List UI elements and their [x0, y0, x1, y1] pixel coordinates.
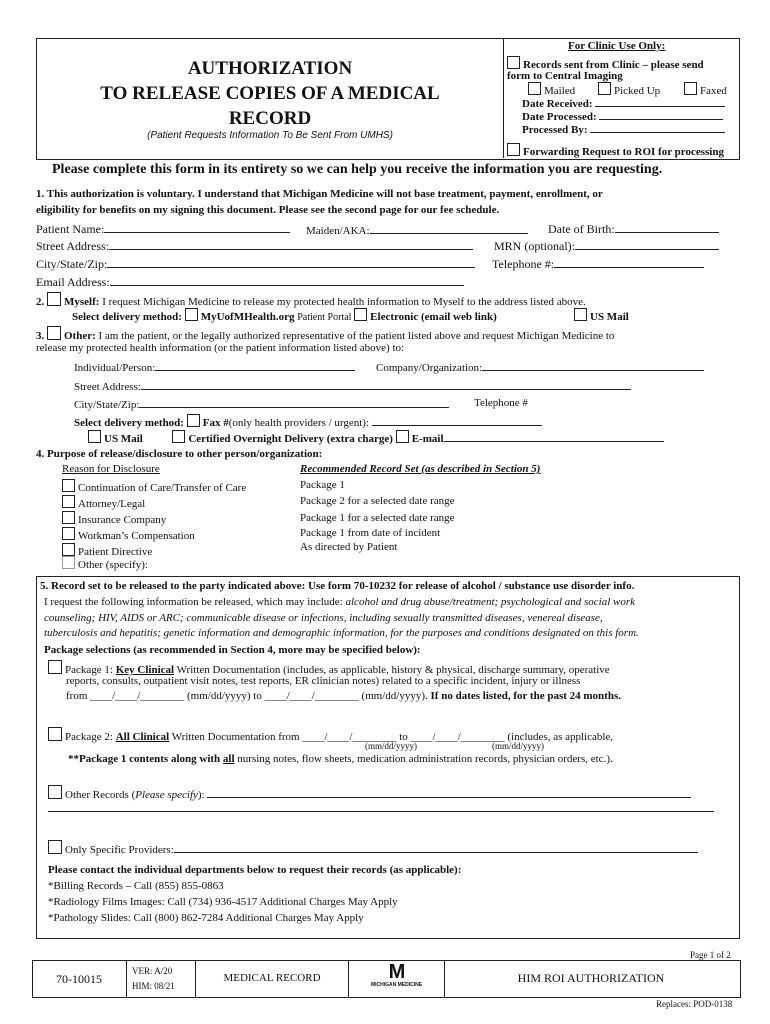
- picked-up-label: Picked Up: [614, 85, 661, 97]
- us-mail-checkbox[interactable]: [574, 308, 587, 321]
- myself-checkbox[interactable]: [47, 292, 61, 306]
- records-sent-line2: form to Central Imaging: [507, 70, 623, 82]
- mrn-field[interactable]: [494, 239, 719, 254]
- email-label: Email Address:: [36, 275, 110, 289]
- dob-label: Date of Birth:: [548, 222, 615, 236]
- section5-heading: 5. Record set to be released to the party indicated above: Use form 70-10232 for release of alcohol / substance use disorder info.: [40, 580, 635, 592]
- section4-heading: 4. Purpose of release/disclosure to other person/organization:: [36, 448, 323, 460]
- recommended-item: Package 1 for a selected date range: [300, 512, 455, 524]
- pkg2-note-all: all: [222, 753, 235, 765]
- pkg2-date-format-2: (mm/dd/yyyy): [492, 741, 544, 751]
- us-mail-option[interactable]: [574, 308, 629, 323]
- checkbox[interactable]: [62, 527, 75, 540]
- recipient-street-field[interactable]: [74, 379, 631, 393]
- checkbox[interactable]: [62, 479, 75, 492]
- package1-option[interactable]: [48, 660, 610, 676]
- section1-line1: 1. This authorization is voluntary. I understand that Michigan Medicine will not base treatment, payment, enrollment, or: [36, 188, 603, 200]
- other-records-suffix: ):: [197, 789, 205, 801]
- checkbox[interactable]: [62, 543, 75, 556]
- maiden-label: Maiden/AKA:: [306, 225, 370, 237]
- checkbox[interactable]: [684, 82, 697, 95]
- reason-label: Attorney/Legal: [78, 498, 146, 510]
- delivery-label: Select delivery method:: [72, 311, 182, 323]
- recommended-item: Package 1 from date of incident: [300, 527, 441, 539]
- only-specific-checkbox[interactable]: [48, 840, 62, 854]
- faxed-option[interactable]: [684, 82, 727, 97]
- pkg2-note-text: nursing notes, flow sheets, medication administration records, physician orders, etc.).: [234, 753, 613, 765]
- package1-line3: [66, 690, 621, 702]
- us-mail-label: US Mail: [104, 433, 143, 445]
- checkbox[interactable]: [62, 511, 75, 524]
- pkg2-note: [68, 753, 613, 765]
- individual-field[interactable]: [74, 360, 355, 374]
- section3-text1: I am the patient, or the legally authorized representative of the patient listed above and request Michigan Medicine to: [98, 330, 615, 342]
- medical-record-label: MEDICAL RECORD: [223, 972, 321, 984]
- email-field[interactable]: [36, 275, 464, 290]
- reason-label: Workman’s Compensation: [78, 530, 195, 542]
- city-label: City/State/Zip:: [36, 257, 108, 271]
- checkbox[interactable]: [62, 495, 75, 508]
- processed-by-field[interactable]: [522, 122, 725, 136]
- reason-heading: Reason for Disclosure: [62, 463, 160, 475]
- other-label: Other:: [64, 330, 96, 342]
- company-label: Company/Organization:: [376, 362, 483, 374]
- checkbox[interactable]: [507, 143, 520, 156]
- radiology-films: *Radiology Films Images: Call (734) 936-4517 Additional Charges May Apply: [48, 896, 398, 908]
- pathology-slides: *Pathology Slides: Call (800) 862-7284 Additional Charges May Apply: [48, 912, 364, 924]
- city-field[interactable]: [36, 257, 475, 272]
- section2-number: 2.: [36, 296, 45, 308]
- form-number: 70-10015: [56, 972, 102, 986]
- pkg1-key: Key Clinical: [115, 664, 175, 676]
- street-address-label: Street Address:: [36, 239, 109, 253]
- reason-label: Insurance Company: [78, 514, 167, 526]
- mailed-option[interactable]: [528, 82, 575, 97]
- billing-records: *Billing Records – Call (855) 855-0863: [48, 880, 224, 892]
- page-number: Page 1 of 2: [690, 950, 731, 960]
- replaces-label: Replaces: POD-0138: [656, 999, 733, 1009]
- footer-divider: [126, 960, 127, 997]
- portal-suffix: Patient Portal: [297, 312, 352, 323]
- other-records-italic: Please specify: [135, 789, 198, 801]
- only-specific-label: Only Specific Providers:: [65, 844, 174, 856]
- date-processed-field[interactable]: [522, 109, 723, 123]
- michigan-medicine-logo: [349, 962, 444, 996]
- checkbox[interactable]: [598, 82, 611, 95]
- pkg2-note-bold: **Package 1 contents along with: [68, 753, 223, 765]
- package-selections-heading: Package selections (as recommended in Section 4, more may be specified below):: [44, 644, 421, 656]
- recommended-item: As directed by Patient: [300, 541, 398, 553]
- processed-by-label: Processed By:: [522, 124, 588, 136]
- us-mail-checkbox[interactable]: [88, 430, 101, 443]
- dob-field[interactable]: [548, 222, 719, 237]
- fax-checkbox[interactable]: [187, 414, 200, 427]
- forwarding-label: Forwarding Request to ROI for processing: [523, 146, 724, 158]
- section2-line: [36, 292, 586, 308]
- email-checkbox[interactable]: [396, 430, 409, 443]
- checkbox[interactable]: [528, 82, 541, 95]
- records-sent-option[interactable]: [507, 56, 704, 71]
- reason-option[interactable]: [62, 511, 166, 526]
- reason-option[interactable]: [62, 556, 148, 571]
- individual-label: Individual/Person:: [74, 362, 156, 374]
- other-records-line2[interactable]: [48, 810, 714, 812]
- form-title-line1: AUTHORIZATION: [187, 58, 353, 79]
- portal-site: MyUofMHealth.org: [200, 311, 295, 323]
- recipient-city-field[interactable]: [74, 397, 449, 411]
- pkg2-label: Package 2:: [65, 731, 116, 743]
- forwarding-option[interactable]: [507, 143, 724, 158]
- package2-checkbox[interactable]: [48, 727, 62, 741]
- email-label: E-mail: [411, 433, 444, 445]
- other-records-checkbox[interactable]: [48, 785, 62, 799]
- reason-option[interactable]: [62, 479, 246, 494]
- form-title-line3: RECORD: [228, 108, 312, 129]
- para-text: I request the following information be released, which may include:: [44, 596, 346, 608]
- section1-line2: eligibility for benefits on my signing this document. Please see the second page for our fee schedule.: [36, 204, 500, 216]
- section3-number: 3.: [36, 330, 45, 342]
- checkbox[interactable]: [62, 556, 75, 569]
- section5-para-line1: [44, 596, 635, 608]
- reason-label: Patient Directive: [78, 546, 153, 558]
- pkg2-text: Written Documentation from ____/____/________ to ____/____/________ (includes, as applicable,: [169, 731, 614, 743]
- logo-wordmark: MICHIGAN MEDICINE: [370, 982, 423, 988]
- section5-para-line3: tuberculosis and hepatitis; genetic information and demographic information, for the purposes and conditions designated on this form.: [44, 627, 639, 639]
- myself-label: Myself:: [64, 296, 100, 308]
- mrn-label: MRN (optional):: [494, 239, 575, 253]
- faxed-label: Faxed: [700, 85, 727, 97]
- pkg1-text: Written Documentation (includes, as applicable, history & physical, discharge summary, operative: [174, 664, 610, 676]
- section3-line1: [36, 326, 614, 342]
- reason-label: Continuation of Care/Transfer of Care: [78, 482, 247, 494]
- section3-line2: release my protected health information (or the patient information listed above) to:: [36, 342, 405, 354]
- date-processed-label: Date Processed:: [522, 111, 597, 123]
- certified-label: Certified Overnight Delivery (extra charge): [188, 433, 393, 445]
- fax-label: Fax #: [202, 417, 229, 429]
- recipient-street-label: Street Address:: [74, 381, 141, 393]
- footer-title: HIM ROI AUTHORIZATION: [517, 971, 665, 985]
- patient-name-label: Patient Name:: [36, 222, 105, 236]
- maiden-field[interactable]: [306, 223, 528, 237]
- logo-block-m: M: [388, 961, 405, 983]
- package1-line2: reports, consults, outpatient visit notes, test reports, ER clinician notes) related to a specific incident, injury or illness: [66, 675, 581, 687]
- him-date: HIM: 08/21: [132, 981, 175, 991]
- picked-up-option[interactable]: [598, 82, 660, 97]
- other-records-label: Other Records (: [65, 789, 136, 801]
- form-subtitle: (Patient Requests Information To Be Sent From UMHS): [147, 130, 393, 141]
- checkbox[interactable]: [507, 56, 520, 69]
- patient-name-field[interactable]: [36, 222, 290, 237]
- company-field[interactable]: [376, 360, 704, 374]
- other-checkbox[interactable]: [47, 326, 61, 340]
- pkg1-label: Package 1:: [65, 664, 116, 676]
- delivery-label: Select delivery method:: [74, 417, 184, 429]
- fax-note: (only health providers / urgent):: [228, 417, 370, 429]
- records-sent-label: Records sent from Clinic – please send: [523, 59, 704, 71]
- us-mail-label: US Mail: [590, 311, 629, 323]
- date-received-field[interactable]: [522, 96, 725, 110]
- certified-checkbox[interactable]: [172, 430, 185, 443]
- recommended-item: Package 1: [300, 479, 345, 491]
- electronic-label: Electronic (email web link): [370, 311, 497, 323]
- pkg2-date-format-1: (mm/dd/yyyy): [365, 741, 417, 751]
- street-address-field[interactable]: [36, 239, 473, 254]
- pkg2-all: All Clinical: [115, 731, 170, 743]
- email-input[interactable]: [444, 431, 664, 442]
- other-records-field[interactable]: [48, 785, 691, 801]
- section2-delivery: [72, 308, 497, 323]
- version: VER: A/20: [132, 966, 173, 976]
- intro-text: Please complete this form in its entirety so we can help you receive the information you are requesting.: [52, 162, 663, 177]
- recommended-item: Package 2 for a selected date range: [300, 495, 455, 507]
- recipient-city-label: City/State/Zip:: [74, 399, 140, 411]
- only-specific-field[interactable]: [48, 840, 698, 856]
- para-italic: alcohol and drug abuse/treatment; psychological and social work: [345, 596, 636, 608]
- recipient-telephone-label: Telephone #: [474, 397, 528, 409]
- pkg1-default-note: If no dates listed, for the past 24 months.: [430, 690, 621, 702]
- pkg1-dates: from ____/____/________ (mm/dd/yyyy) to ____/____/________ (mm/dd/yyyy).: [66, 690, 431, 702]
- section3-delivery-row2: [88, 430, 664, 445]
- package1-checkbox[interactable]: [48, 660, 62, 674]
- reason-option[interactable]: [62, 495, 145, 510]
- section3-delivery: [74, 414, 542, 429]
- contact-heading: Please contact the individual departments below to request their records (as applicable):: [48, 864, 462, 876]
- telephone-field[interactable]: [492, 257, 704, 272]
- reason-label: Other (specify):: [78, 559, 148, 571]
- fax-number-input[interactable]: [372, 415, 542, 426]
- reason-option[interactable]: [62, 527, 195, 542]
- section5-para-line2: counseling; HIV, AIDS or ARC; communicable disease or infections, including sexually transmitted diseases, venereal disease,: [44, 612, 603, 624]
- section2-text: I request Michigan Medicine to release my protected health information to Myself to the address listed above.: [102, 296, 586, 308]
- recommended-heading: Recommended Record Set (as described in Section 5): [300, 463, 541, 475]
- portal-checkbox[interactable]: [185, 308, 198, 321]
- mailed-label: Mailed: [544, 85, 576, 97]
- telephone-label: Telephone #:: [492, 257, 555, 271]
- clinic-use-heading: For Clinic Use Only:: [568, 40, 666, 52]
- form-title-line2: TO RELEASE COPIES OF A MEDICAL: [100, 83, 440, 104]
- date-received-label: Date Received:: [522, 98, 593, 110]
- electronic-checkbox[interactable]: [354, 308, 367, 321]
